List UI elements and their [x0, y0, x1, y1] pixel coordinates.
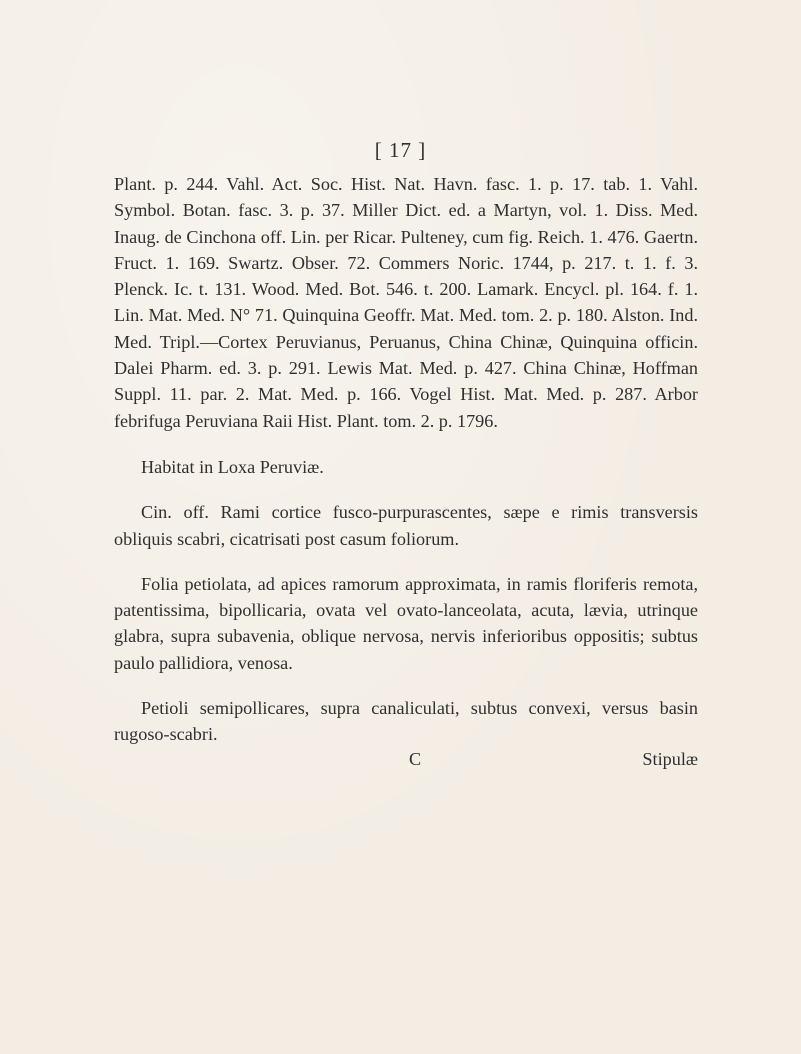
petioli-paragraph: Petioli semipollicares, supra canaliculati, subtus convexi, versus basin rugoso-scabri.	[114, 698, 698, 745]
catchword: Stipulæ	[642, 749, 698, 769]
cin-off-paragraph: Cin. off. Rami cortice fusco-purpurascentes, sæpe e rimis transversis obliquis scabri, cicatrisati post casum foliorum.	[114, 502, 698, 549]
page-text	[114, 171, 698, 748]
signature-mark: C	[409, 749, 422, 769]
page-number: [ 17 ]	[374, 138, 427, 162]
folia-paragraph: Folia petiolata, ad apices ramorum approximata, in ramis floriferis remota, patentissima, bipollicaria, ovata vel ovato-lanceolata, acuta, lævia, utrinque glabra, supra subavenia, oblique nervosa, nervis inferioribus oppositis; subtus paulo pallidiora, venosa.	[114, 573, 698, 673]
references-paragraph: Plant. p. 244. Vahl. Act. Soc. Hist. Nat. Havn. fasc. 1. p. 17. tab. 1. Vahl. Symbol. Botan. fasc. 3. p. 37. Miller Dict. ed. a Martyn, vol. 1. Diss. Med. Inaug. de Cinchona off. Lin. per Ricar. Pulteney, cum fig. Reich. 1. 476. Gaertn. Fruct. 1. 169. Swartz. Obser. 72. Commers Noric. 1744, p. 217. t. 1. f. 3. Plenck. Ic. t. 131. Wood. Med. Bot. 546. t. 200. Lamark. Encycl. pl. 164. f. 1. Lin. Mat. Med. N° 71. Quinquina Geoffr. Mat. Med. tom. 2. p. 180. Alston. Ind. Med. Tripl.—Cortex Peruvianus, Peruanus, China Chinæ, Quinquina officin. Dalei Pharm. ed. 3. p. 291. Lewis Mat. Med. p. 427. China Chinæ, Hoffman Suppl. 11. par. 2. Mat. Med. p. 166. Vogel Hist. Mat. Med. p. 287. Arbor febrifuga Peruviana Raii Hist. Plant. tom. 2. p. 1796.	[114, 174, 698, 431]
habitat-paragraph: Habitat in Loxa Peruviæ.	[141, 456, 324, 477]
